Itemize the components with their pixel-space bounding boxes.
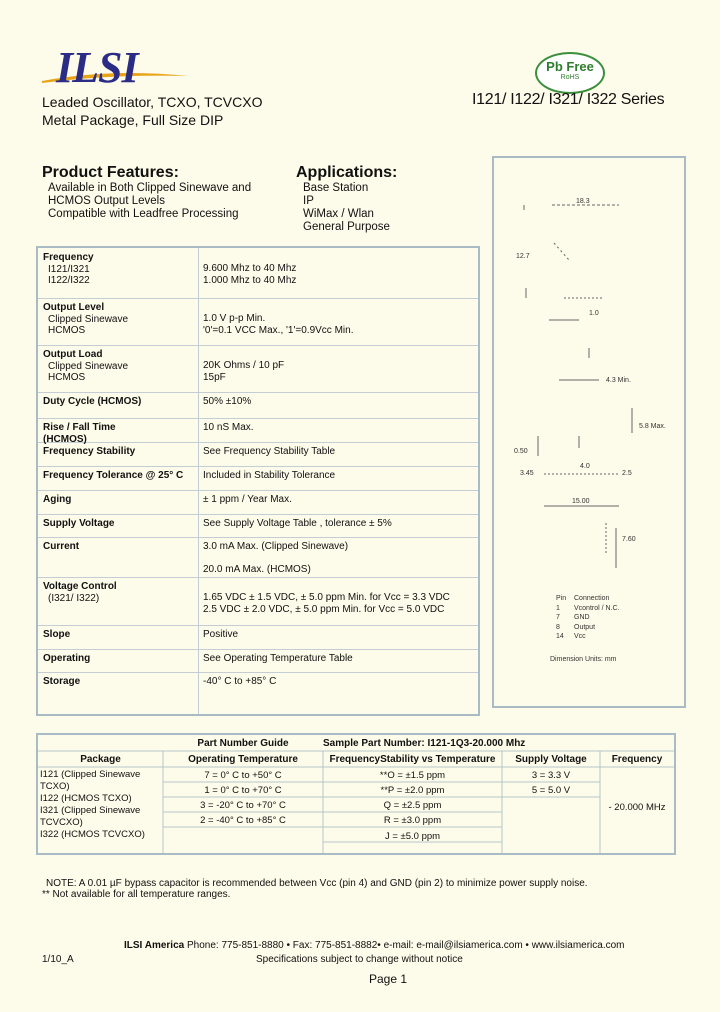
spec-row-slope	[38, 625, 478, 650]
column-header: Frequency	[611, 754, 663, 765]
package-option: I121 (Clipped Sinewave TCXO)	[40, 769, 141, 792]
package-option: I122 (HCMOS TCXO)	[40, 793, 132, 804]
voltage-option: 5 = 5.0 V	[531, 785, 571, 796]
spec-row-supply-voltage	[38, 514, 478, 538]
spec-value: 20K Ohms / 10 pF	[203, 360, 285, 371]
part-number-guide-label: Part Number Guide	[197, 738, 289, 749]
logo-text: ILSI	[56, 43, 138, 92]
pin-connection: Vcc	[574, 633, 586, 640]
sample-part-number: Sample Part Number: I121-1Q3-20.000 Mhz	[323, 738, 526, 749]
application-item: Base Station	[303, 182, 369, 194]
spec-value: 15pF	[203, 371, 226, 383]
dim-label: 15.00	[572, 498, 590, 505]
application-item: General Purpose	[303, 221, 390, 233]
spec-row-output-load	[38, 345, 478, 393]
disclaimer: Specifications subject to change without notice	[256, 954, 463, 965]
spec-label: Rise / Fall Time	[43, 422, 116, 433]
series-title: I121/ I122/ I321/ I322 Series	[472, 91, 665, 108]
spec-row-aging	[38, 490, 478, 515]
pin-number: 7	[556, 614, 560, 621]
pin-number: 8	[556, 623, 560, 631]
pin-connection: Output	[574, 623, 596, 631]
feature-item: HCMOS Output Levels	[48, 195, 165, 207]
pin-connection: GND	[574, 614, 590, 621]
footer-contact	[124, 940, 625, 951]
spec-sublabel: Clipped Sinewave	[48, 313, 129, 325]
temperature-option: 3 = -20° C to +70° C	[200, 800, 286, 811]
dim-label: 4.0	[580, 463, 590, 470]
notes	[42, 878, 588, 900]
stability-option: **O = ±1.5 ppm	[379, 770, 446, 781]
dim-label: 0.50	[514, 448, 528, 455]
spec-label: Duty Cycle (HCMOS)	[43, 396, 142, 407]
spec-sublabel: (HCMOS)	[43, 433, 87, 445]
spec-row-frequency	[38, 248, 478, 299]
stability-option: J = ±5.0 ppm	[384, 831, 441, 842]
dim-label: 1.0	[589, 310, 599, 317]
feature-item: Compatible with Leadfree Processing	[48, 208, 239, 220]
package-option: I321 (Clipped Sinewave TCVCXO)	[40, 805, 141, 828]
spec-label: Current	[43, 541, 80, 552]
page-number: Page 1	[369, 972, 408, 986]
spec-row-output-level	[38, 298, 478, 346]
pin-table	[556, 594, 620, 642]
spec-row-rise-fall	[38, 418, 478, 443]
dim-label: 2.5	[622, 470, 632, 477]
spec-row-operating	[38, 649, 478, 673]
application-item: IP	[303, 195, 314, 207]
part-number-guide	[36, 733, 676, 855]
temperature-option: 2 = -40° C to +85° C	[200, 815, 286, 826]
spec-label: Frequency Stability	[43, 446, 136, 457]
dim-label: 4.3 Min.	[606, 377, 631, 384]
frequency-value: - 20.000 MHz	[608, 802, 666, 813]
features-title: Product Features:	[42, 164, 179, 181]
spec-value: 1.000 Mhz to 40 Mhz	[203, 274, 297, 286]
spec-table	[36, 246, 480, 716]
pin-connection: Vcontrol / N.C.	[574, 604, 620, 612]
package-option: I322 (HCMOS TCVCXO)	[40, 829, 145, 840]
spec-value: 20.0 mA Max. (HCMOS)	[203, 564, 311, 575]
dim-label: 5.8 Max.	[639, 423, 666, 430]
stability-option: Q = ±2.5 ppm	[383, 800, 442, 811]
spec-value: 1.0 V p-p Min.	[203, 313, 266, 324]
spec-sublabel: I121/I321	[48, 263, 90, 275]
spec-sublabel: (I321/ I322)	[48, 592, 100, 604]
column-header: FrequencyStability vs Temperature	[329, 754, 496, 765]
spec-row-frequency-tolerance	[38, 466, 478, 491]
spec-sublabel: Clipped Sinewave	[48, 360, 129, 372]
mechanical-drawing	[492, 156, 686, 708]
stability-option: **P = ±2.0 ppm	[380, 785, 445, 796]
spec-row-current	[38, 537, 478, 578]
pin-number: 14	[556, 633, 564, 640]
spec-label: Slope	[43, 629, 71, 640]
spec-sublabel: HCMOS	[48, 372, 86, 383]
pb-free-badge	[535, 52, 605, 94]
product-line-1: Leaded Oscillator, TCXO, TCVCXO	[42, 94, 263, 110]
revision: 1/10_A	[42, 954, 74, 965]
voltage-option: 3 = 3.3 V	[531, 770, 571, 781]
pin-number: 1	[556, 604, 560, 612]
applications-title: Applications:	[296, 164, 398, 181]
spec-sublabel: I122/I322	[48, 275, 90, 286]
dim-label: 3.45	[520, 470, 534, 477]
spec-value: Positive	[203, 629, 239, 640]
spec-value: See Supply Voltage Table , tolerance ± 5%	[203, 518, 392, 529]
column-header: Supply Voltage	[515, 754, 587, 765]
dimension-units: Dimension Units: mm	[550, 656, 617, 663]
spec-label: Supply Voltage	[43, 518, 115, 529]
spec-value: 10 nS Max.	[203, 422, 254, 433]
ilsi-logo	[40, 42, 190, 92]
spec-value: Included in Stability Tolerance	[203, 470, 336, 481]
spec-value: See Frequency Stability Table	[203, 446, 336, 457]
feature-item: Available in Both Clipped Sinewave and	[48, 182, 252, 194]
company-name: ILSI America	[124, 940, 185, 951]
spec-label: Aging	[43, 494, 72, 505]
stability-option: R = ±3.0 ppm	[383, 815, 442, 826]
dim-label: 7.60	[622, 536, 636, 543]
spec-label: Output Load	[43, 349, 103, 360]
spec-row-duty-cycle	[38, 392, 478, 419]
spec-value: 3.0 mA Max. (Clipped Sinewave)	[203, 541, 349, 552]
spec-value: 50% ±10%	[203, 396, 252, 407]
dim-label: 12.7	[516, 253, 530, 260]
spec-value: 1.65 VDC ± 1.5 VDC, ± 5.0 ppm Min. for Vcc = 3.3 VDC	[203, 592, 450, 603]
spec-value: 9.600 Mhz to 40 Mhz	[203, 263, 297, 274]
spec-value: 2.5 VDC ± 2.0 VDC, ± 5.0 ppm Min. for Vcc = 5.0 VDC	[203, 603, 445, 615]
spec-value: '0'=0.1 VCC Max., '1'=0.9Vcc Min.	[203, 324, 354, 336]
package-list	[40, 769, 163, 841]
spec-label: Output Level	[43, 302, 105, 313]
spec-label: Storage	[43, 676, 81, 687]
spec-label: Frequency Tolerance @ 25° C	[43, 470, 184, 481]
dim-label: 18.3	[576, 198, 590, 205]
spec-value: -40° C to +85° C	[203, 676, 277, 687]
spec-label: Frequency	[43, 252, 94, 263]
spec-row-voltage-control	[38, 577, 478, 626]
spec-sublabel: HCMOS	[48, 325, 86, 336]
spec-value: ± 1 ppm / Year Max.	[203, 494, 292, 505]
features-list	[48, 182, 251, 221]
spec-label: Operating	[43, 653, 91, 664]
pin-header: Pin	[556, 595, 567, 602]
column-header: Operating Temperature	[188, 754, 298, 765]
pb-free-title: Pb Free	[546, 59, 594, 74]
temperature-option: 7 = 0° C to +50° C	[204, 770, 282, 781]
pb-free-rohs: RoHS	[560, 74, 580, 81]
note-bypass: NOTE: A 0.01 µF bypass capacitor is recommended between Vcc (pin 4) and GND (pin 2) to minimize power supply noise.	[46, 878, 588, 889]
product-line-2: Metal Package, Full Size DIP	[42, 112, 224, 128]
spec-value: See Operating Temperature Table	[203, 653, 353, 664]
application-item: WiMax / Wlan	[303, 208, 374, 220]
pin-header: Connection	[574, 595, 610, 602]
temperature-option: 1 = 0° C to +70° C	[204, 785, 282, 796]
spec-label: Voltage Control	[43, 581, 117, 592]
applications-list	[303, 182, 390, 234]
note-availability: ** Not available for all temperature ranges.	[42, 889, 231, 900]
spec-row-storage	[38, 672, 478, 714]
contact-info: Phone: 775-851-8880 • Fax: 775-851-8882• e-mail: e-mail@ilsiamerica.com • www.ilsiamerica.com	[184, 940, 625, 951]
spec-row-frequency-stability	[38, 442, 478, 467]
column-header: Package	[80, 754, 121, 765]
